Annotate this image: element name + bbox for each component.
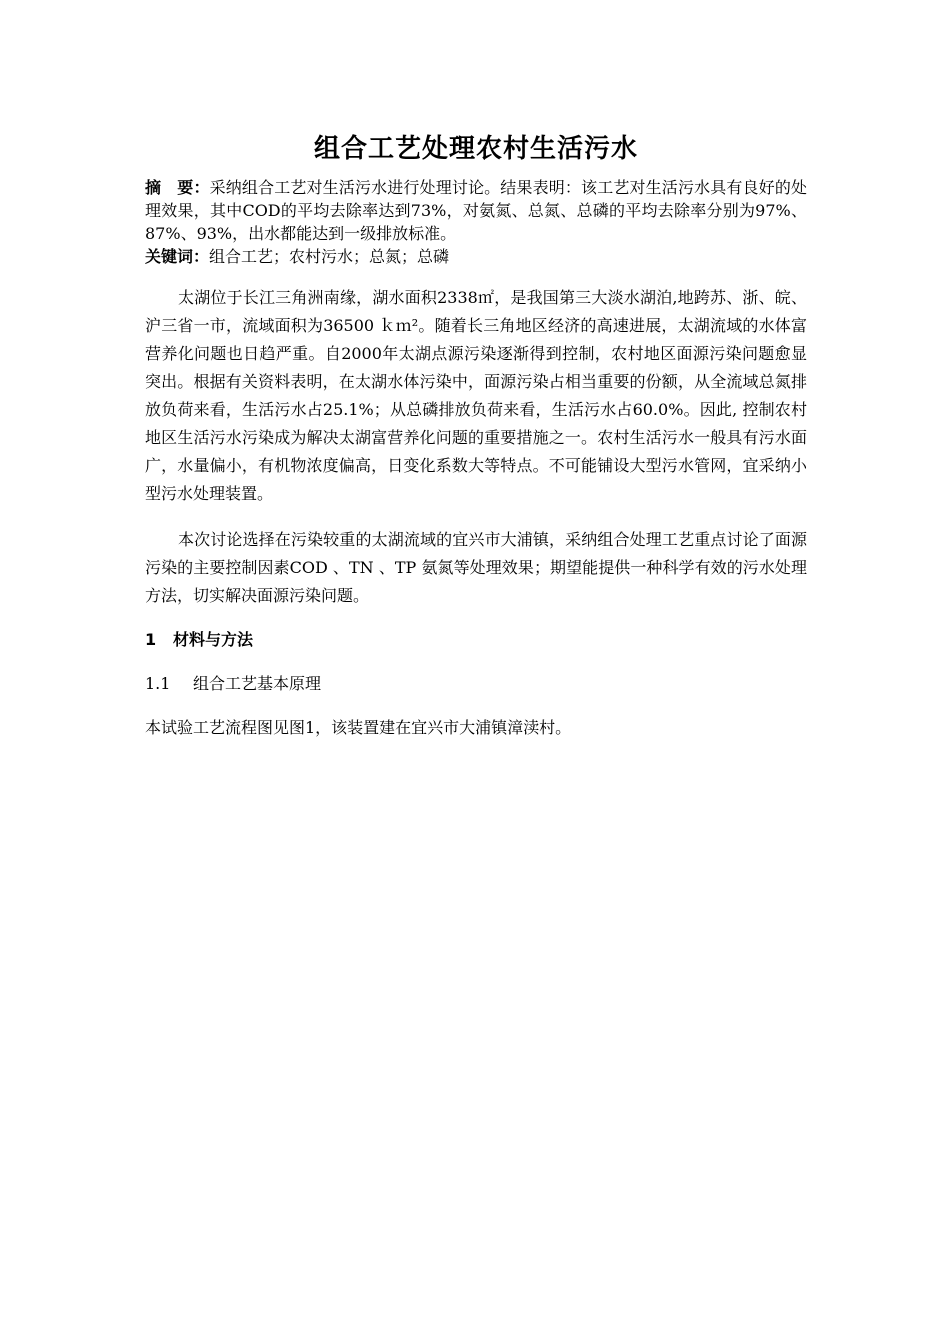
page-title: 组合工艺处理农村生活污水: [313, 134, 638, 164]
subsection-number: 1.1: [145, 674, 171, 693]
body-paragraph-2: 本次讨论选择在污染较重的太湖流域的宜兴市大浦镇，采纳组合处理工艺重点讨论了面源污染的主要控制因素COD 、TN 、TP 氨氮等处理效果；期望能提供一种科学有效的污水处理方法，切实解决面源污染问题。: [145, 530, 807, 605]
subsection-title: 组合工艺基本原理: [193, 674, 322, 693]
keywords-label: 关键词：: [145, 247, 210, 266]
subsection-heading-1-1: [145, 672, 807, 696]
abstract-label: 摘 要：: [145, 178, 210, 197]
section-number: 1: [145, 630, 157, 649]
abstract-text: 采纳组合工艺对生活污水进行处理讨论。结果表明：该工艺对生活污水具有良好的处理效果，其中COD的平均去除率达到73%，对氨氮、总氮、总磷的平均去除率分别为97%、87%、93%，出水都能达到一级排放标准。: [145, 178, 807, 243]
keywords-text: 组合工艺；农村污水；总氮；总磷: [209, 247, 450, 266]
body-paragraph-1: 太湖位于长江三角洲南缘，湖水面积2338㎡，是我国第三大淡水湖泊,地跨苏、浙、皖、沪三省一市，流域面积为36500 ｋｍ²。随着长三角地区经济的高速进展，太湖流域的水体富营养化问题也日趋严重。自2000年太湖点源污染逐渐得到控制，农村地区面源污染问题愈显突出。根据有关资料表明，在太湖水体污染中，面源污染占相当重要的份额，从全流域总氮排放负荷来看，生活污水占25.1%；从总磷排放负荷来看，生活污水占60.0%。因此, 控制农村地区生活污水污染成为解决太湖富营养化问题的重要措施之一。农村生活污水一般具有污水面广，水量偏小，有机物浓度偏高，日变化系数大等特点。不可能铺设大型污水管网，宜采纳小型污水处理装置。: [145, 288, 807, 503]
body-paragraph-3: 本试验工艺流程图见图1，该装置建在宜兴市大浦镇漳渎村。: [145, 718, 572, 737]
section-heading-1: [145, 628, 807, 652]
abstract: [145, 176, 807, 245]
document-page: [145, 128, 807, 740]
keywords: [145, 245, 807, 268]
section-title: 材料与方法: [173, 630, 254, 649]
